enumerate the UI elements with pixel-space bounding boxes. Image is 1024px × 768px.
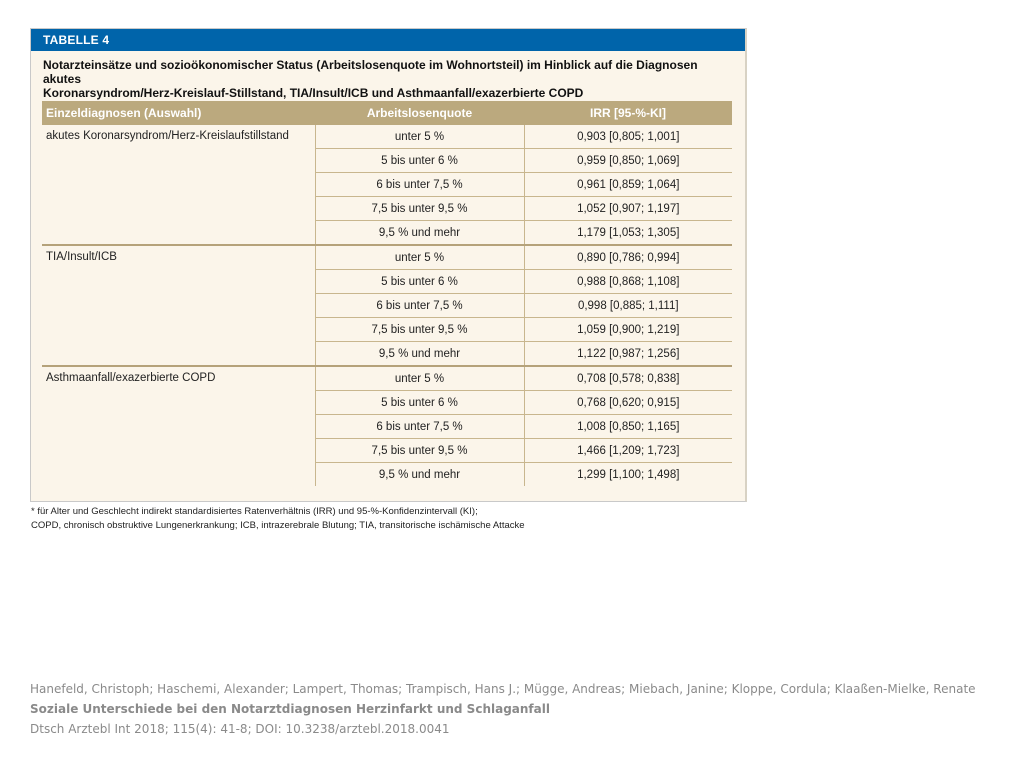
irr-cell: 1,052 [0,907; 1,197]	[524, 197, 732, 221]
quote-cell: 5 bis unter 6 %	[315, 270, 524, 294]
diagnosis-cell: TIA/Insult/ICB	[42, 245, 315, 366]
footnote-line-1: * für Alter und Geschlecht indirekt standardisiertes Ratenverhältnis (IRR) und 95-%-Konfidenzintervall (KI);	[31, 506, 478, 517]
citation-authors: Hanefeld, Christoph; Haschemi, Alexander; Lampert, Thomas; Trampisch, Hans J.; Mügge, Andreas; Miebach, Janine; Kloppe, Cordula; Klaaßen-Mielke, Renate	[30, 682, 976, 696]
irr-cell: 1,059 [0,900; 1,219]	[524, 318, 732, 342]
header-unemployment: Arbeitslosenquote	[315, 101, 524, 125]
header-irr: IRR [95-%-KI]	[524, 101, 732, 125]
quote-cell: unter 5 %	[315, 366, 524, 391]
irr-cell: 0,708 [0,578; 0,838]	[524, 366, 732, 391]
table-label: TABELLE 4	[31, 29, 745, 51]
table-caption	[31, 51, 745, 100]
irr-cell: 0,959 [0,850; 1,069]	[524, 149, 732, 173]
irr-cell: 0,903 [0,805; 1,001]	[524, 125, 732, 149]
quote-cell: 5 bis unter 6 %	[315, 391, 524, 415]
irr-cell: 1,179 [1,053; 1,305]	[524, 221, 732, 246]
irr-cell: 0,988 [0,868; 1,108]	[524, 270, 732, 294]
quote-cell: unter 5 %	[315, 125, 524, 149]
quote-cell: 7,5 bis unter 9,5 %	[315, 318, 524, 342]
caption-line-1: Notarzteinsätze und sozioökonomischer Status (Arbeitslosenquote im Wohnortsteil) im Hinblick auf die Diagnosen akutes	[43, 58, 698, 86]
header-diagnoses: Einzeldiagnosen (Auswahl)	[42, 101, 315, 125]
quote-cell: 7,5 bis unter 9,5 %	[315, 439, 524, 463]
diagnosis-cell: Asthmaanfall/exazerbierte COPD	[42, 366, 315, 486]
table-row	[42, 366, 732, 391]
irr-cell: 1,008 [0,850; 1,165]	[524, 415, 732, 439]
table-row	[42, 125, 732, 149]
irr-cell: 1,299 [1,100; 1,498]	[577, 468, 680, 481]
irr-cell: 1,466 [1,209; 1,723]	[524, 439, 732, 463]
footnote-line-2: COPD, chronisch obstruktive Lungenerkrankung; ICB, intrazerebrale Blutung; TIA, transitorische ischämische Attacke	[31, 520, 525, 531]
quote-cell: 6 bis unter 7,5 %	[315, 173, 524, 197]
irr-cell: 0,768 [0,620; 0,915]	[524, 391, 732, 415]
quote-cell: unter 5 %	[315, 245, 524, 270]
irr-cell: 1,122 [0,987; 1,256]	[524, 342, 732, 367]
quote-cell: 9,5 % und mehr	[315, 463, 524, 487]
quote-cell: 6 bis unter 7,5 %	[315, 294, 524, 318]
caption-line-2: Koronarsyndrom/Herz-Kreislauf-Stillstand, TIA/Insult/ICB und Asthmaanfall/exazerbierte COPD	[43, 86, 584, 100]
table-footnote	[31, 505, 525, 533]
quote-cell: 7,5 bis unter 9,5 %	[315, 197, 524, 221]
citation-source: Dtsch Arztebl Int 2018; 115(4): 41-8; DOI: 10.3238/arztebl.2018.0041	[30, 722, 450, 736]
irr-cell: 0,998 [0,885; 1,111]	[524, 294, 732, 318]
header-row	[42, 101, 732, 125]
quote-cell: 9,5 % und mehr	[315, 221, 524, 246]
quote-cell: 9,5 % und mehr	[315, 342, 524, 367]
irr-cell: 0,890 [0,786; 0,994]	[524, 245, 732, 270]
data-table	[42, 101, 732, 486]
table-figure	[30, 28, 747, 502]
quote-cell: 5 bis unter 6 %	[315, 149, 524, 173]
table-row	[42, 245, 732, 270]
irr-cell: 0,961 [0,859; 1,064]	[524, 173, 732, 197]
citation	[30, 679, 976, 739]
citation-title: Soziale Unterschiede bei den Notarztdiagnosen Herzinfarkt und Schlaganfall	[30, 702, 550, 716]
diagnosis-cell: akutes Koronarsyndrom/Herz-Kreislaufstillstand	[42, 125, 315, 245]
quote-cell: 6 bis unter 7,5 %	[315, 415, 524, 439]
